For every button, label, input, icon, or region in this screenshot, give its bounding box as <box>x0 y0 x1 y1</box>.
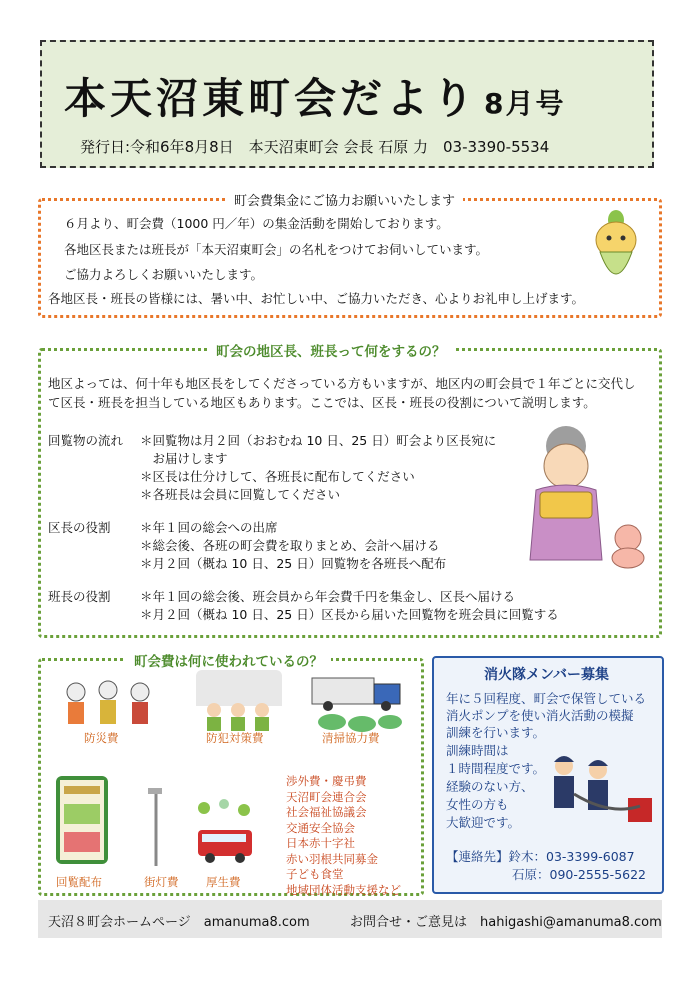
footer-homepage <box>38 900 340 938</box>
firefighters-illustration <box>540 746 656 836</box>
chief-item-3: ＊月２回（概ね 10 日、25 日）回覧物を各班長へ配布 <box>140 556 447 571</box>
other-item: 社会福祉協議会 <box>286 805 367 819</box>
other-expenses-list <box>286 774 401 898</box>
homepage-link[interactable]: 天沼８町会ホームページ amanuma8.com <box>48 915 310 930</box>
leader-item-2: ＊月２回（概ね 10 日、25 日）区長から届いた回覧物を班会員に回覧する <box>140 607 559 622</box>
roles-intro-2: て区長・班長を担当している地区もあります。ここでは、区長・班長の役割について説明します。 <box>48 395 596 410</box>
disaster-label: 防災費 <box>84 731 119 745</box>
other-item: 地域団体活動支援など <box>286 882 401 897</box>
crime-prevention-illustration <box>196 670 282 732</box>
contact-suzuki: 鈴木：03-3399-6087 <box>508 849 635 864</box>
roles-intro-1: 地区よっては、何十年も地区長をしてくださっている方もいますが、地区内の町会員で１年ごとに交代し <box>48 376 636 391</box>
chief-label: 区長の役割 <box>48 520 111 535</box>
disaster-prevention-illustration <box>54 676 162 732</box>
leader-item-1: ＊年１回の総会後、班会員から年会費千円を集金し、区長へ届ける <box>140 589 516 604</box>
leader-label: 班長の役割 <box>48 589 111 604</box>
circular-label: 回覧物の流れ <box>48 433 124 448</box>
title-text: 本天沼東町会だより <box>64 74 479 123</box>
fire-line-1: 年に５回程度、町会で保管している <box>446 691 647 706</box>
fire-line-6: 経験のない方、 <box>446 779 534 794</box>
chief-item-2: ＊総会後、各班の町会費を取りまとめ、会計へ届ける <box>140 538 440 553</box>
fee-line-4: 各地区長・班長の皆様には、暑い中、お忙しい中、ご協力いただき、心よりお礼申し上げます。 <box>48 291 585 306</box>
other-item: 日本赤十字社 <box>286 836 355 850</box>
fire-line-8: 大歓迎です。 <box>446 815 521 830</box>
circular-board-illustration <box>56 776 108 864</box>
other-item: 子ども食堂 <box>286 867 344 881</box>
fee-line-2: 各地区長または班長が「本天沼東町会」の名札をつけてお伺いしています。 <box>64 242 489 257</box>
fire-line-3: 訓練を行います。 <box>446 725 546 740</box>
fire-line-2: 消火ポンプを使い消火活動の模擬 <box>446 708 634 723</box>
usage-section-title: 町会費は何に使われているの？ <box>126 650 331 670</box>
other-item: 赤い羽根共同募金 <box>286 851 378 866</box>
fee-section-title: 町会費集金にご協力お願いいたします <box>226 190 463 209</box>
fee-line-3: ご協力よろしくお願いいたします。 <box>64 267 264 282</box>
fire-line-4: 訓練時間は <box>446 743 509 758</box>
circular-item-1: ＊回覧物は月２回（おおむね 10 日、25 日）町会より区長宛に <box>140 433 497 448</box>
issue-label: 8月号 <box>484 87 566 120</box>
cleaning-illustration <box>302 676 408 736</box>
crime-label: 防犯対策費 <box>206 731 264 745</box>
newsletter-title <box>64 66 566 126</box>
fire-section-title: 消火隊メンバー募集 <box>484 667 610 683</box>
roles-section-title: 町会の地区長、班長って何をするの？ <box>208 340 454 360</box>
fire-contact-1 <box>446 848 635 866</box>
circular-item-2: お届けします <box>140 451 228 466</box>
cleaning-label: 清掃協力費 <box>322 731 380 745</box>
fire-line-7: 女性の方も <box>446 797 509 812</box>
contact-label: 【連絡先】 <box>446 849 509 864</box>
streetlight-illustration <box>144 786 168 866</box>
fee-line-1: ６月より、町会費（1000 円／年）の集金活動を開始しております。 <box>64 216 449 231</box>
publication-info: 発行日:令和6年8月8日 本天沼東町会 会長 石原 力 03-3390-5534 <box>80 138 550 156</box>
fire-line-5: １時間程度です。 <box>446 761 546 776</box>
newsletter-header <box>40 40 654 168</box>
other-item: 交通安全協会 <box>286 820 355 835</box>
circular-item-3: ＊区長は仕分けして、各班長に配布してください <box>140 469 415 484</box>
footer-contact <box>340 900 662 938</box>
contact-ishihara: 石原：090-2555-5622 <box>512 867 647 882</box>
streetlight-label: 街灯費 <box>144 875 179 889</box>
chief-item-1: ＊年１回の総会への出席 <box>140 520 278 535</box>
grandma-dog-illustration <box>516 420 656 570</box>
mascot-illustration <box>588 206 644 290</box>
other-item: 天沼町会連合会 <box>286 789 367 804</box>
circular-label-pic: 回覧配布 <box>56 875 102 889</box>
welfare-label: 厚生費 <box>206 875 241 889</box>
welfare-bus-illustration <box>192 798 258 866</box>
contact-email[interactable]: お問合せ・ご意見は hahigashi@amanuma8.com <box>350 915 662 930</box>
circular-item-4: ＊各班長は会員に回覧してください <box>140 487 341 502</box>
other-item: 渉外費・慶弔費 <box>286 774 367 788</box>
